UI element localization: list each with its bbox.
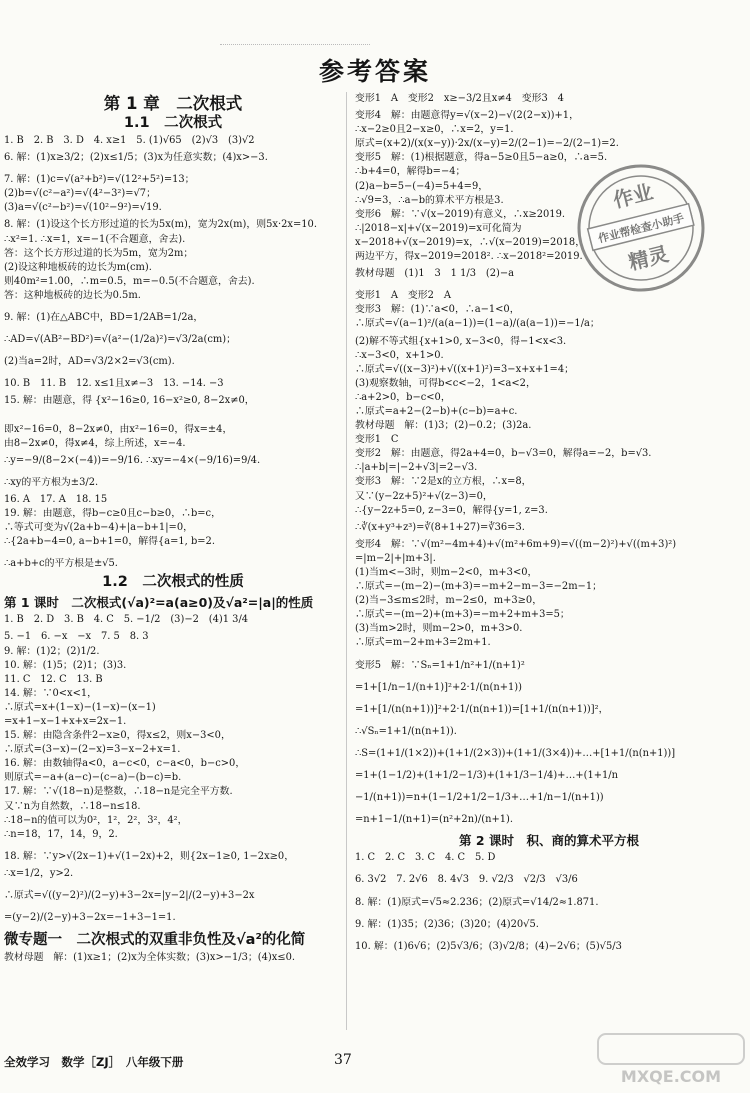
- answer-line: 答：这个长方形过道的长为5m，宽为2m；: [4, 247, 194, 259]
- answer-line: 原式=(x+2)/(x(x−y))·2x/(x−y)=2/(2−1)=−2/(2−1)=2.: [355, 138, 619, 150]
- answer-line: 16. A 17. A 18. 15: [4, 493, 108, 505]
- answer-line: (2)当−3≤m≤2时，m−2≤0，m+3≥0，: [355, 595, 543, 607]
- answer-line: ∴原式=−(m−2)+(m+3)=−m+2+m+3=5；: [355, 609, 570, 621]
- answer-line: ∴xy的平方根为±3/2.: [4, 476, 99, 488]
- answer-line: 变形1 C: [355, 434, 399, 446]
- answer-line: ∴a+2>0，b−c<0，: [355, 391, 451, 403]
- answer-line: 教材母题 解：(1)3；(2)−0.2；(3)2a.: [355, 420, 532, 432]
- answer-line: ∴|a+b|=|−2+√3|=2−√3.: [355, 462, 478, 474]
- answer-line: 变形3 解：(1)∵a<0，∴a−1<0，: [355, 304, 520, 316]
- answer-line: ∴原式=−(m−2)−(m+3)=−m+2−m−3=−2m−1；: [355, 581, 602, 593]
- answer-line: 14. 解：∵0<x<1，: [4, 687, 98, 699]
- page-number: 37: [334, 1052, 352, 1068]
- answer-line: =1+[1/(n(n+1))]²+2·1/(n(n+1))=[1+1/(n(n+1))]²，: [355, 703, 609, 715]
- answer-line: −1/(n+1))=n+(1−1/2+1/2−1/3+…+1/n−1/(n+1)): [355, 792, 604, 804]
- answer-line: (1)当m<−3时，则m−2<0，m+3<0，: [355, 567, 538, 578]
- answer-line: ∴x−3<0，x+1>0.: [355, 349, 444, 361]
- answer-line: ∴原式=√(a−1)²/(a(a−1))=(1−a)/(a(a−1))=−1/a；: [355, 318, 600, 330]
- answer-line: 16. 解：由数轴得a<0，a−c<0，c−a<0，b−c>0，: [4, 758, 246, 770]
- chapter-heading: 第 1 章 二次根式: [103, 94, 243, 113]
- answer-line: 1. C 2. C 3. C 4. C 5. D: [355, 852, 496, 864]
- answer-line: ∴x²=1. ∴x=1，x=−1(不合题意，舍去).: [4, 233, 186, 245]
- answer-line: =|m−2|+|m+3|.: [355, 552, 436, 564]
- answer-line: 答：这种地板砖的边长为0.5m.: [4, 289, 141, 301]
- stamp-top-text: 作业: [610, 179, 656, 213]
- answer-line: 两边平方，得x−2019=2018². ∴x−2018²=2019.: [355, 251, 583, 263]
- answer-line: ∴等式可变为√(2a+b−4)+|a−b+1|=0，: [4, 522, 193, 534]
- answer-line: ∴AD=√(AB²−BD²)=√(a²−(1/2a)²)=√3/2a(cm)；: [4, 334, 237, 346]
- answer-line: 9. 解：(1)35；(2)36；(3)20；(4)20√5.: [355, 918, 539, 930]
- watermark-text: MXQE.COM: [620, 1067, 722, 1086]
- answer-line: 15. 解：由题意，得 {x²−16≥0, 16−x²≥0, 8−2x≠0，: [4, 395, 255, 407]
- answer-line: 即x²−16=0，8−2x≠0，由x²−16=0，得x=±4，: [4, 423, 233, 435]
- answer-line: ∴S=(1+1/(1×2))+(1+1/(2×3))+(1+1/(3×4))+…+[1+1/(n(n+1))]: [355, 747, 676, 759]
- answer-block-lesson-1: [4, 613, 342, 925]
- answer-line: 8. 解：(1)设这个长方形过道的长为5x(m)，宽为2x(m)，则5x·2x=10.: [4, 219, 317, 231]
- answer-line: 则原式=−a+(a−c)−(c−a)−(b−c)=b.: [4, 772, 182, 784]
- answer-line: 11. C 12. C 13. B: [4, 673, 103, 685]
- textbook-question-line: 教材母题 解：(1)x≥1；(2)x为全体实数；(3)x>−1/3；(4)x≤0.: [4, 952, 296, 964]
- answer-line: ∴18−n的值可以为0²，1²，2²，3²，4²，: [4, 814, 188, 826]
- answer-line: (2)设这种地板砖的边长为m(cm).: [4, 261, 152, 273]
- stamp-bottom-text: 精灵: [626, 241, 671, 275]
- answer-line: 6. 3√2 7. 2√6 8. 4√3 9. √2/3 √2/3 √3/6: [355, 874, 578, 886]
- answer-line: 又∵(y−2z+5)²+√(z−3)=0，: [355, 490, 493, 502]
- answer-line: ∴∛(x+y³+z³)=∛(8+1+27)=∛36=3.: [355, 521, 525, 533]
- answer-line: x−2018+√(x−2019)=x，∴√(x−2019)=2018，: [355, 236, 586, 248]
- answer-line: (3)a=√(c²−b²)=√(10²−9²)=√19.: [4, 202, 162, 214]
- answer-line: 7. 解：(1)c=√(a²+b²)=√(12²+5²)=13；: [4, 174, 195, 186]
- answer-line: 变形4 解：由题意得y=√(x−2)−√(2(2−x))+1，: [355, 110, 579, 122]
- answer-line: ∴y=−9/(8−2×(−4))=−9/16. ∴xy=−4×(−9/16)=9/4.: [4, 454, 261, 466]
- answer-line: ∴√Sₙ=1+1/(n(n+1)).: [355, 725, 457, 737]
- answer-line: 变形1 A 变形2 x≥−3/2且x≠4 变形3 4: [355, 93, 564, 104]
- answer-block-1-1: [4, 134, 342, 571]
- answer-line: 由8−2x≠0，得x≠4，综上所述，x=−4.: [4, 437, 186, 449]
- left-column: [4, 92, 342, 965]
- answer-line: 又∵n为自然数，∴18−n≤18.: [4, 800, 141, 812]
- stamp-ring-text: 作业帮检查小助手: [596, 211, 686, 246]
- answer-line: ∴a+b+c的平方根是±√5.: [4, 558, 118, 570]
- answer-line: 1. B 2. B 3. D 4. x≥1 5. (1)√65 (2)√3 (3)√2: [4, 135, 255, 146]
- answer-line: (3)观察数轴，可得b<c<−2，1<a<2，: [355, 377, 536, 389]
- answer-line: 17. 解：∵√(18−n)是整数，∴18−n是完全平方数.: [4, 786, 233, 798]
- answer-line: =n+1−1/(n+1)=(n²+2n)/(n+1).: [355, 814, 513, 826]
- answer-line: (2)b=√(c²−a²)=√(4²−3²)=√7；: [4, 188, 156, 200]
- section-heading-1-1: 1.1 二次根式: [123, 115, 223, 131]
- answer-line: ∴{y−2z+5=0, z−3=0，解得{y=1, z=3.: [355, 504, 548, 516]
- answer-line: 则40m²=1.00，∴m=0.5，m=−0.5(不合题意，舍去).: [4, 275, 255, 287]
- answer-line: (2)解不等式组{x+1>0, x−3<0，得−1<x<3.: [355, 335, 567, 347]
- answer-line: ∴b+4=0，解得b=−4；: [355, 166, 466, 178]
- answer-line: 变形4 解：∵√(m²−4m+4)+√(m²+6m+9)=√((m−2)²)+√((m+3)²): [355, 538, 677, 550]
- answer-line: 19. 解：由题意，得b−c≥0且c−b≥0，∴b=c，: [4, 507, 221, 519]
- answer-line: 10. 解：(1)5；(2)1；(3)3.: [4, 659, 127, 671]
- answer-block-lesson-2: [355, 851, 743, 953]
- lesson-heading-2: 第 2 课时 积、商的算术平方根: [459, 833, 639, 849]
- answer-line: ∴原式=√((y−2)²)/(2−y)+3−2x=|y−2|/(2−y)+3−2x: [4, 890, 255, 902]
- column-divider: [346, 92, 347, 1030]
- answer-line: ∴|2018−x|+√(x−2019)=x可化简为: [355, 222, 522, 234]
- special-topic-heading: 微专题一 二次根式的双重非负性及√a²的化简: [4, 932, 306, 949]
- answer-line: ∴原式=m−2+m+3=2m+1.: [355, 637, 491, 649]
- answer-line: 15. 解：由隐含条件2−x≥0，得x≤2，则x−3<0，: [4, 730, 231, 742]
- answer-line: 9. 解：(1)在△ABC中，BD=1/2AB=1/2a，: [4, 312, 204, 324]
- answer-line: 10. 解：(1)6√6；(2)5√3/6；(3)√2/8；(4)−2√6；(5)√5/3: [355, 940, 622, 952]
- answer-line: ∴{2a+b−4=0, a−b+1=0，解得{a=1, b=2.: [4, 536, 215, 548]
- lesson-heading-1: 第 1 课时 二次根式(√a)²=a(a≥0)及√a²=|a|的性质: [4, 595, 314, 611]
- answer-line: 10. B 11. B 12. x≤1且x≠−3 13. −14. −3: [4, 378, 224, 390]
- section-heading-1-2: 1.2 二次根式的性质: [102, 574, 244, 591]
- answer-line: ∴原式=x+(1−x)−(1−x)−(x−1): [4, 701, 156, 713]
- answer-line: 教材母题 (1)1 3 1 1/3 (2)−a: [355, 268, 515, 280]
- answer-line: 6. 解：(1)x≥3/2；(2)x≤1/5；(3)x为任意实数；(4)x>−3.: [4, 152, 268, 164]
- site-watermark: [596, 1030, 746, 1090]
- footer-book-info: 全效学习 数学［ZJ］ 八年级下册: [4, 1055, 184, 1069]
- answer-line: =1+(1−1/2)+(1+1/2−1/3)+(1+1/3−1/4)+…+(1+1/n: [355, 770, 618, 782]
- answer-line: ∴原式=√((x−3)²)+√((x+1)²)=3−x+x+1=4；: [355, 363, 574, 375]
- answer-line: =(y−2)/(2−y)+3−2x=−1+3−1=1.: [4, 912, 176, 924]
- answer-line: ∴原式=(3−x)−(2−x)=3−x−2+x=1.: [4, 744, 181, 756]
- answer-line: 变形1 A 变形2 A: [355, 290, 451, 302]
- answer-line: 5. −1 6. −x −x 7. 5 8. 3: [4, 631, 149, 643]
- answer-line: ∴x−2≥0且2−x≥0，∴x=2，y=1.: [355, 124, 514, 136]
- answer-line: (3)当m>2时，则m−2>0，m+3>0.: [355, 623, 523, 635]
- answer-line: ∴n=18，17，14，9，2.: [4, 828, 118, 840]
- answer-line: ∴x=1/2，y>2.: [4, 867, 74, 879]
- answer-line: 变形2 解：由题意，得2a+4=0，b−√3=0，解得a=−2，b=√3.: [355, 448, 652, 460]
- answer-line: 变形6 解：∵√(x−2019)有意义，∴x≥2019.: [355, 208, 565, 220]
- answer-line: (2)当a=2时，AD=√3/2×2=√3(cm).: [4, 356, 175, 368]
- answer-line: 9. 解：(1)2；(2)1/2.: [4, 645, 100, 657]
- answer-line: ∴√9=3，∴a−b的算术平方根是3.: [355, 194, 504, 206]
- answer-line: 8. 解：(1)原式=√5≈2.236；(2)原式=√14/2≈1.871.: [355, 896, 599, 908]
- answer-line: =x+1−x−1+x+x=2x−1.: [4, 716, 127, 727]
- answer-line: =1+[1/n−1/(n+1)]²+2·1/(n(n+1)): [355, 681, 522, 693]
- answer-line: 变形5 解：∵Sₙ=1+1/n²+1/(n+1)²: [355, 659, 525, 671]
- page-title: 参考答案: [318, 57, 431, 86]
- answer-line: 变形3 解：∵2是x的立方根，∴x=8，: [355, 476, 532, 488]
- answer-line: ∴原式=a+2−(2−b)+(c−b)=a+c.: [355, 405, 518, 417]
- answer-line: 1. B 2. D 3. B 4. C 5. −1/2 (3)−2 (4)1 3/4: [4, 614, 249, 626]
- answer-line: 18. 解：∵y>√(2x−1)+√(1−2x)+2，则{2x−1≥0, 1−2x≥0，: [4, 850, 295, 862]
- answer-line: 变形5 解：(1)根据题意，得a−5≥0且5−a≥0，∴a=5.: [355, 152, 608, 164]
- answer-line: (2)a−b=5−(−4)=5+4=9，: [355, 180, 489, 192]
